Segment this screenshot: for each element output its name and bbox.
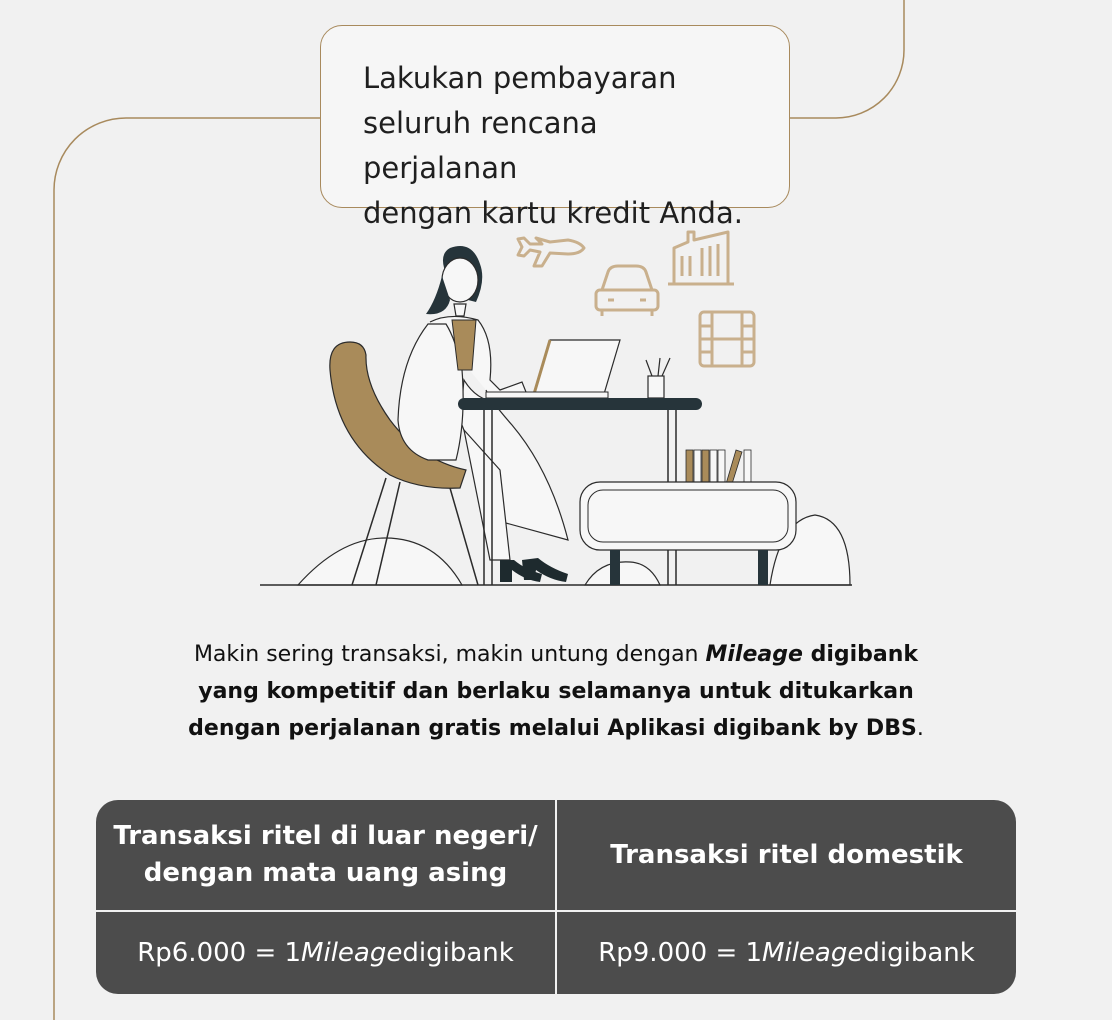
rate-international-mileage: Mileage xyxy=(301,938,403,968)
mileage-rate-table xyxy=(96,800,1016,994)
rate-international-post: digibank xyxy=(402,938,514,968)
header-international xyxy=(96,800,555,910)
promo-line1-bold: digibank xyxy=(802,642,919,667)
rate-international-pre: Rp6.000 = 1 xyxy=(137,938,302,968)
bubble-line: seluruh rencana perjalanan xyxy=(363,106,598,185)
building-icon xyxy=(668,232,734,284)
speech-bubble xyxy=(320,25,790,230)
film-icon xyxy=(700,312,754,366)
promo-line3: dengan perjalanan gratis melalui Aplikasi digibank by DBS xyxy=(188,716,917,741)
header-international-line: Transaksi ritel di luar negeri/ xyxy=(113,821,538,851)
promo-line3-end: . xyxy=(916,716,924,741)
table-divider-vertical xyxy=(555,800,557,994)
promo-line2: yang kompetitif dan berlaku selamanya untuk ditukarkan xyxy=(198,679,914,704)
airplane-icon xyxy=(518,238,584,266)
header-domestic: Transaksi ritel domestik xyxy=(610,839,963,870)
rate-domestic-post: digibank xyxy=(863,938,975,968)
rate-international xyxy=(96,912,555,994)
car-icon xyxy=(596,266,658,316)
promo-text xyxy=(0,636,1112,747)
rate-domestic-pre: Rp9.000 = 1 xyxy=(598,938,763,968)
bubble-line: Lakukan pembayaran xyxy=(363,61,677,95)
woman-at-desk-illustration xyxy=(250,220,870,600)
table-divider-horizontal xyxy=(96,910,1016,912)
promo-mileage-italic: Mileage xyxy=(705,642,803,667)
rate-domestic xyxy=(557,912,1016,994)
bubble-line: dengan kartu kredit Anda. xyxy=(363,196,743,230)
rate-domestic-mileage: Mileage xyxy=(762,938,864,968)
promo-line1-regular: Makin sering transaksi, makin untung dengan xyxy=(193,642,706,667)
header-international-line: dengan mata uang asing xyxy=(143,858,508,888)
